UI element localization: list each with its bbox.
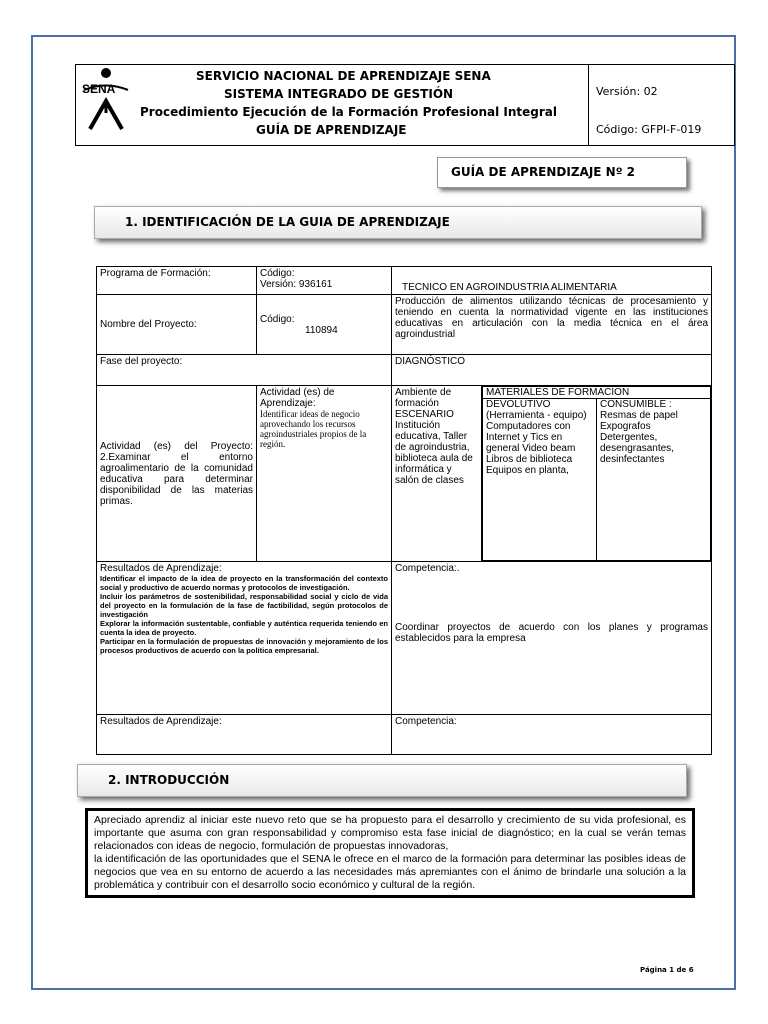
introduction-box: [85, 808, 695, 898]
header-version: Versión: 02: [596, 85, 658, 98]
resultados-cell: [97, 562, 392, 715]
competencia-label-2: Competencia:: [392, 715, 712, 755]
proyecto-codigo-label: Código:: [260, 313, 295, 325]
consumible-title: CONSUMIBLE :: [600, 399, 672, 410]
resultado-item: Participar en la formulación de propuestas de innovación y mejoramiento de los procesos productivos de acuerdo con la política empresarial.: [100, 637, 388, 655]
competencia-label: Competencia:.: [395, 563, 460, 574]
resultado-item: Explorar la información sustentable, confiable y auténtica requerida teniendo en cuenta la idea de proyecto.: [100, 619, 388, 637]
intro-paragraph-1: Apreciado aprendiz al iniciar este nuevo reto que se ha propuesto para el desarrollo y crecimiento de su vida profesional, es importante que asuma con gran responsabilidad y compromiso esta fase inicial de diagnóstico; en la cual se verán temas relacionados con ideas de negocio, formulación de propuestas innovadoras,: [94, 814, 686, 852]
materiales-cell: [482, 386, 712, 562]
identification-table: [96, 266, 712, 755]
header-code: Código: GFPI-F-019: [596, 123, 702, 136]
fase-label: Fase del proyecto:: [97, 355, 392, 386]
header-procedure: Procedimiento Ejecución de la Formación Profesional Integral: [140, 105, 557, 119]
consumible-cell: [597, 399, 711, 561]
programa-label: Programa de Formación:: [97, 267, 257, 295]
materiales-header: MATERIALES DE FORMACION: [483, 387, 711, 399]
programa-value: TECNICO EN AGROINDUSTRIA ALIMENTARIA: [392, 267, 712, 295]
resultados-label-2: Resultados de Aprendizaje:: [97, 715, 392, 755]
devolutivo-cell: [483, 399, 597, 561]
resultado-item: Identificar el impacto de la idea de proyecto en la transformación del contexto social y productivo de acuerdo normas y protocolos de investigación.: [100, 574, 388, 592]
proyecto-value: Producción de alimentos utilizando técnicas de procesamiento y teniendo en cuenta la normatividad vigente en las instituciones educativas en articulación con la media técnica en el área agroindustrial: [392, 295, 712, 355]
programa-code-cell: [257, 267, 392, 295]
proyecto-codigo: 110894: [305, 324, 338, 336]
competencia-value: Coordinar proyectos de acuerdo con los planes y programas establecidos para la empresa: [395, 622, 708, 644]
header-divider: [588, 65, 589, 145]
competencia-cell: [392, 562, 712, 715]
materiales-table: [482, 386, 711, 561]
programa-codigo-label: Código:: [260, 268, 295, 279]
section-2-heading: 2. INTRODUCCIÓN: [77, 764, 687, 797]
actividad-proyecto: Actividad (es) del Proyecto: 2.Examinar el entorno agroalimentario de la comunidad educativa para determinar disponibilidad de las materias primas.: [97, 386, 257, 562]
guide-number-title: GUÍA DE APRENDIZAJE Nº 2: [437, 157, 687, 188]
header-guide: GUÍA DE APRENDIZAJE: [256, 123, 407, 137]
consumible-items: Resmas de papel Expografos Detergentes, desengrasantes, desinfectantes: [600, 410, 678, 465]
actividad-aprendizaje-label: Actividad (es) de Aprendizaje:: [260, 387, 335, 409]
intro-paragraph-2: la identificación de las oportunidades que el SENA le ofrece en el marco de la formación para determinar las posibles ideas de negocios que vea en su entorno de acuerdo a las necesidades más apremiantes con el ánimo de brindarle una solución a la problemática y contribuir con el desarrollo socio económico y cultural de la región.: [94, 853, 686, 891]
proyecto-code-cell: [257, 295, 392, 355]
page-number: Página 1 de 6: [640, 966, 694, 974]
actividad-aprendizaje-cell: [257, 386, 392, 562]
devolutivo-title: DEVOLUTIVO: [486, 399, 551, 410]
sena-logo-icon: [80, 67, 132, 141]
devolutivo-items: (Herramienta - equipo) Computadores con Internet y Tics en general Video beam Libros de biblioteca Equipos en planta,: [486, 410, 587, 476]
document-header: [75, 64, 735, 146]
header-system: SISTEMA INTEGRADO DE GESTIÓN: [224, 87, 454, 101]
resultado-item: Incluir los parámetros de sostenibilidad, responsabilidad social y ciclo de vida del proyecto en la formulación de la fase de factibilidad, según protocolos de investigación: [100, 592, 388, 619]
proyecto-label: Nombre del Proyecto:: [97, 295, 257, 355]
section-1-heading: 1. IDENTIFICACIÓN DE LA GUIA DE APRENDIZAJE: [94, 206, 702, 239]
header-institution: SERVICIO NACIONAL DE APRENDIZAJE SENA: [196, 69, 491, 83]
actividad-aprendizaje-value: Identificar ideas de negocio aprovechando los recursos agroindustriales propios de la región.: [260, 409, 367, 449]
programa-version: Versión: 936161: [260, 279, 333, 290]
ambiente-formacion: Ambiente de formación ESCENARIO Institución educativa, Taller de agroindustria, biblioteca aula de informática y salón de clases: [392, 386, 482, 562]
svg-text:SENA: SENA: [82, 82, 116, 96]
fase-value: DIAGNÓSTICO: [392, 355, 712, 386]
resultados-label: Resultados de Aprendizaje:: [100, 563, 222, 574]
